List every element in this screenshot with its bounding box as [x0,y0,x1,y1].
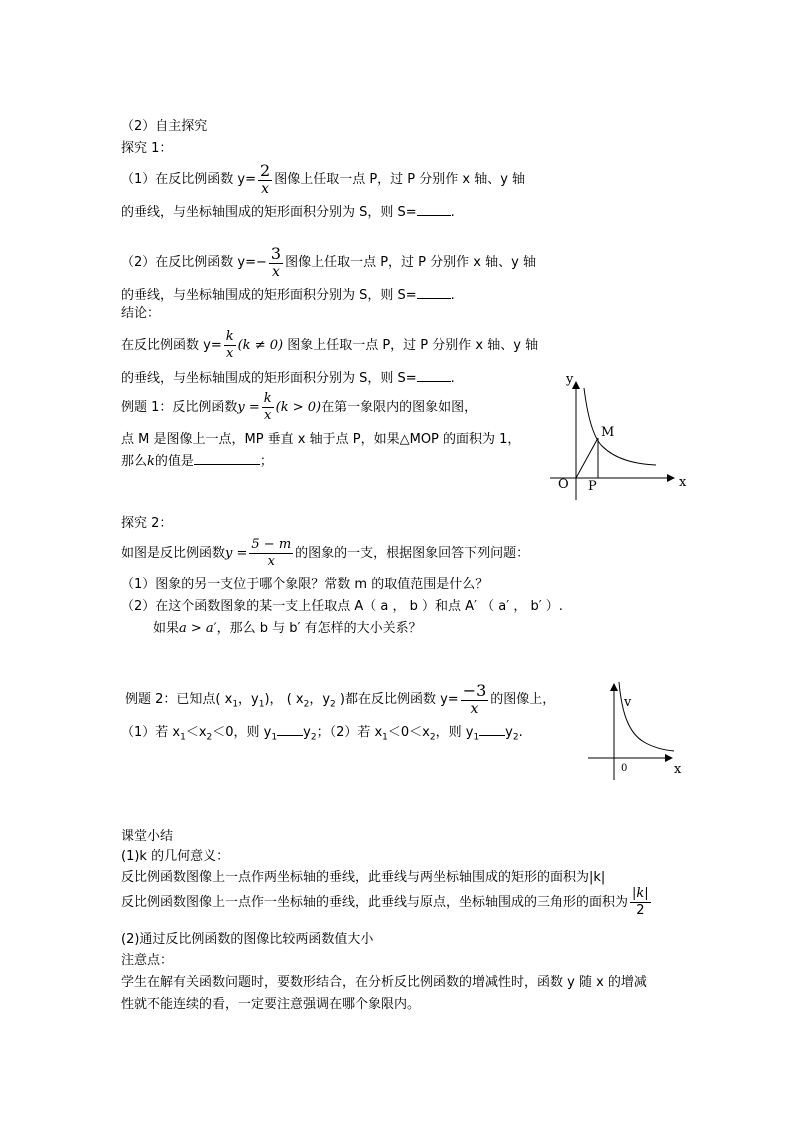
conclusion-cond: (k ≠ 0) [237,338,284,353]
frac-den: x [470,701,479,717]
segment-om [576,438,598,478]
ex2-text: （1）若 x [121,725,181,740]
example2-fraction [461,682,489,717]
section-title: （2）自主探究 [121,119,208,134]
explore2-heading: 探究 2： [121,516,173,531]
ex2-text: y [303,725,311,740]
note-line1: 学生在解有关函数问题时，要数形结合，在分析反比例函数的增减性时，函数 y 随 x 的增减 [121,975,647,990]
explore2-q3 [153,620,422,638]
ex2-text: ，y [238,692,259,707]
hyperbola-curve [619,682,674,751]
hyperbola-curve [584,388,656,465]
answer-blank[interactable] [417,369,451,382]
answer-blank[interactable] [417,286,451,299]
ex2-sub: 1 [271,732,278,743]
point-p-label: P [588,479,597,494]
explore1-q2-post: 图像上任取一点 P，过 P 分别作 x 轴、y 轴 [285,255,536,270]
conclusion-line1 [121,326,538,366]
frac-num: |k| [632,886,649,901]
explore2-y-eq: y = [225,546,248,561]
ex2-text: 例题 2：已知点( x [125,692,233,707]
frac-den: x [264,408,272,423]
explore2-q3-cond: a > a′ [179,621,217,636]
example1-line3 [121,452,273,471]
frac-den: x [267,554,275,569]
conclusion-fraction [224,329,236,362]
example1-pre: 例题 1：反比例函数 [121,400,238,415]
frac-den: x [225,346,234,361]
ex2-sub: 1 [382,732,388,743]
example1-line2: 点 M 是图像上一点，MP 垂直 x 轴于点 P，如果△MOP 的面积为 1， [121,432,521,447]
ex2-text: ；（2）若 x [316,725,383,740]
ex2-text: ＜x [185,725,207,740]
summary-fraction [630,886,651,919]
explore1-q1-fraction [258,162,272,197]
frac-num: k [225,329,234,344]
explore2-q2: （2）在这个函数图象的某一支上任取点 A（ a ， b ）和点 A′ （ a′ ， b′ ）. [121,599,563,614]
summary-line1: 反比例函数图像上一点作两坐标轴的垂线，此垂线与两坐标轴围成的矩形的面积为|k| [121,870,606,885]
frac-den: x [261,181,270,197]
ex2-text: y [505,725,513,740]
ex2-text: ＜0＜x [387,725,430,740]
example1-line1 [121,388,477,428]
example1-graph [540,368,700,508]
explore2-q3-post: ，那么 b 与 b′ 有怎样的大小关系？ [216,621,422,636]
conclusion-line2 [121,369,455,388]
ex2-text: ，则 y [435,725,474,740]
point-m-label: M [601,425,615,440]
example1-line3-post: 的值是 [154,454,194,469]
frac-den: 2 [636,903,645,918]
explore2-q3-pre: 如果 [153,621,180,636]
frac-num: k [263,391,272,406]
explore1-q2-pre: （2）在反比例函数 y=− [121,255,267,270]
example1-post: 在第一象限内的图象如图， [321,400,478,415]
example1-cond: (k > 0) [275,400,322,415]
example1-fraction [262,391,274,424]
ex2-text: ，y [309,692,331,707]
example2-line1 [125,680,555,725]
ex2-text: ＜0，则 y [212,725,272,740]
explore1-q2-line2 [121,286,455,305]
ex2-sub: 1 [258,699,265,710]
explore1-q2-line2-text: 的垂线，与坐标轴围成的矩形面积分别为 S，则 S= [121,288,417,303]
y-axis-label: y [566,372,574,387]
origin-label: O [558,477,569,492]
explore1-q1-end: . [450,205,455,220]
ex2-sub: 2 [303,699,310,710]
explore1-q1-post: 图像上任取一点 P，过 P 分别作 x 轴、y 轴 [274,172,526,187]
answer-blank[interactable] [479,723,505,736]
answer-blank[interactable] [277,723,303,736]
conclusion-end: . [450,371,455,386]
frac-num: 5 − m [251,537,292,552]
example2-line2 [121,723,523,747]
ex2-sub: 1 [473,732,480,743]
conclusion-heading: 结论： [121,306,161,321]
note-line2: 性就不能连续的看，一定要注意强调在哪个象限内。 [121,997,421,1012]
frac-den: x [272,264,280,280]
note-heading: 注意点： [121,953,174,968]
explore1-q2-end: . [450,288,455,303]
ex2-text: . [518,725,523,740]
explore2-fraction [249,537,293,570]
example1-k-var: k [147,454,155,469]
conclusion-pre: 在反比例函数 y= [121,338,222,353]
explore1-q1-line2 [121,203,455,222]
summary-line2-pre: 反比例函数图像上一点作一坐标轴的垂线，此垂线与原点，坐标轴围成的三角形的面积为 [121,895,629,910]
explore2-intro-pre: 如图是反比例函数 [121,546,226,561]
ex2-text: 的图像上， [490,692,556,707]
explore2-q1: （1）图象的另一支位于哪个象限？常数 m 的取值范围是什么？ [121,577,489,592]
ex2-text: )都在反比例函数 y= [335,692,459,707]
summary-heading: 课堂小结 [121,829,174,844]
frac-num: 3 [270,244,282,263]
conclusion-post: 图象上任取一点 P，过 P 分别作 x 轴、y 轴 [287,338,539,353]
explore1-q2 [121,243,536,283]
origin-label: 0 [621,763,628,774]
conclusion-line2-text: 的垂线，与坐标轴围成的矩形面积分别为 S，则 S= [121,371,417,386]
summary-item1: (1)k 的几何意义： [121,849,230,864]
ex2-sub: 2 [206,732,213,743]
example1-line3-pre: 那么 [121,454,148,469]
y-axis-label: v [624,695,632,710]
example1-y-eq: y = [237,400,260,415]
explore2-intro [121,534,529,574]
ex2-sub: 1 [232,699,239,710]
ex2-sub: 2 [512,732,519,743]
ex2-sub: 2 [429,732,436,743]
summary-line2 [121,883,653,923]
x-axis-label: x [674,762,682,777]
explore1-q1-pre: （1）在反比例函数 y= [121,172,256,187]
ex2-sub: 2 [310,732,317,743]
frac-num: −3 [462,681,487,700]
answer-blank[interactable] [417,203,451,216]
frac-num: 2 [260,161,271,180]
explore1-q1 [121,160,525,200]
example1-line3-end: ； [259,454,273,469]
explore2-intro-post: 的图象的一支，根据图象回答下列问题： [295,546,530,561]
explore1-q2-fraction [269,245,283,280]
answer-blank[interactable] [194,452,260,465]
summary-item2: (2)通过反比例函数的图像比较两函数值大小 [121,932,374,947]
example2-graph [584,676,694,786]
explore1-q1-line2-text: 的垂线，与坐标轴围成的矩形面积分别为 S，则 S= [121,205,417,220]
x-axis-label: x [679,475,687,490]
ex2-sub: 1 [180,732,186,743]
explore1-heading: 探究 1： [121,141,173,156]
ex2-text: )， ( x [264,692,304,707]
ex2-sub: 2 [330,699,336,710]
